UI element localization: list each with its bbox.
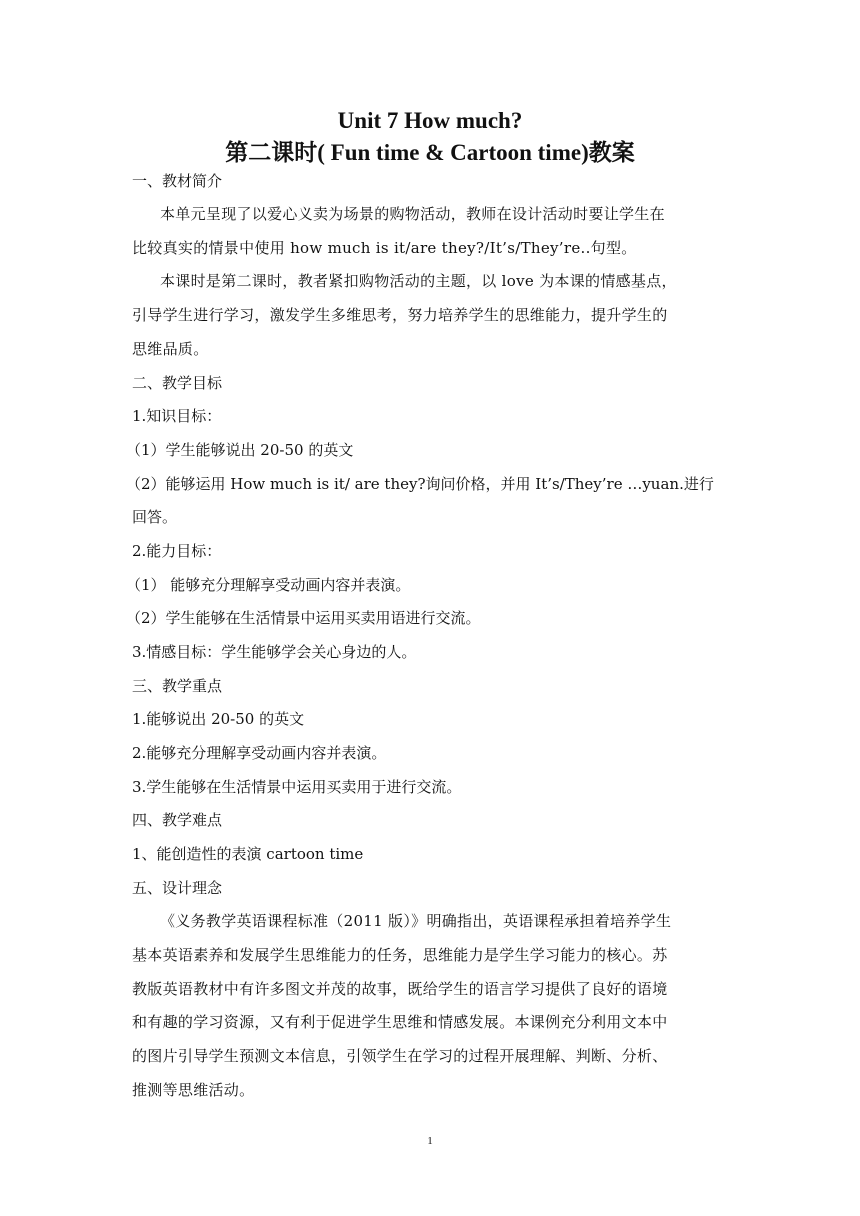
objective-heading-emotion: 3.情感目标：学生能够学会关心身边的人。 <box>132 643 417 661</box>
paragraph-line: 思维品质。 <box>132 340 209 358</box>
list-item: （1）学生能够说出 20-50 的英文 <box>126 441 354 459</box>
paragraph-line: 推测等思维活动。 <box>132 1081 255 1099</box>
paragraph-line: 《义务教学英语课程标准（2011 版）》明确指出，英语课程承担着培养学生 <box>160 912 672 930</box>
section-heading-materials: 一、教材简介 <box>132 172 223 190</box>
paragraph-line: 比较真实的情景中使用 how much is it/are they?/It’s/They’re..句型。 <box>132 239 637 257</box>
section-heading-objectives: 二、教学目标 <box>132 374 223 392</box>
document-title: Unit 7 How much? <box>337 108 523 133</box>
paragraph-line: 教版英语教材中有许多图文并茂的故事，既给学生的语言学习提供了良好的语境 <box>132 980 668 998</box>
document-subtitle: 第二课时( Fun time & Cartoon time)教案 <box>225 140 635 165</box>
paragraph-line: 和有趣的学习资源，又有利于促进学生思维和情感发展。本课例充分利用文本中 <box>132 1013 668 1031</box>
objective-heading-knowledge: 1.知识目标： <box>132 407 222 425</box>
paragraph-line: 基本英语素养和发展学生思维能力的任务，思维能力是学生学习能力的核心。苏 <box>132 946 668 964</box>
list-item: （2）学生能够在生活情景中运用买卖用语进行交流。 <box>126 609 481 627</box>
list-item: （2）能够运用 How much is it/ are they?询问价格，并用 It’s/They’re …yuan.进行 <box>126 475 714 493</box>
list-item: 2.能够充分理解享受动画内容并表演。 <box>132 744 387 762</box>
objective-heading-ability: 2.能力目标： <box>132 542 222 560</box>
paragraph-line: 本单元呈现了以爱心义卖为场景的购物活动，教师在设计活动时要让学生在 <box>160 205 665 223</box>
section-heading-difficulties: 四、教学难点 <box>132 811 223 829</box>
list-item: 1.能够说出 20-50 的英文 <box>132 710 305 728</box>
section-heading-key-points: 三、教学重点 <box>132 677 223 695</box>
paragraph-line: 引导学生进行学习，激发学生多维思考，努力培养学生的思维能力，提升学生的 <box>132 306 668 324</box>
paragraph-line: 的图片引导学生预测文本信息，引领学生在学习的过程开展理解、判断、分析、 <box>132 1047 668 1065</box>
section-heading-design-concept: 五、设计理念 <box>132 879 223 897</box>
list-item: 1、能创造性的表演 cartoon time <box>132 845 364 863</box>
paragraph-line: 本课时是第二课时，教者紧扣购物活动的主题，以 love 为本课的情感基点， <box>160 272 677 290</box>
list-item: （1） 能够充分理解享受动画内容并表演。 <box>126 576 411 594</box>
list-item: 3.学生能够在生活情景中运用买卖用于进行交流。 <box>132 778 462 796</box>
list-item-continuation: 回答。 <box>132 508 178 526</box>
page-number: 1 <box>427 1135 433 1147</box>
